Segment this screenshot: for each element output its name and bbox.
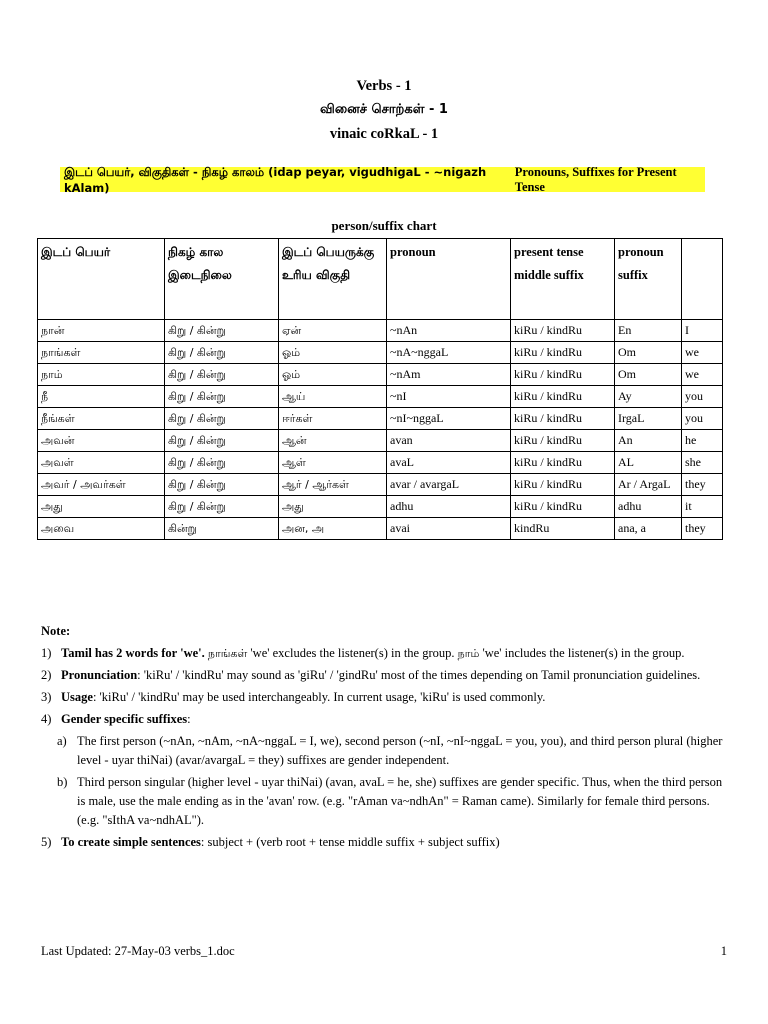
highlight-tamil-text: இடப் பெயர், விகுதிகள் - நிகழ் காலம் (idap peyar, vigudhigaL - ~nigazh kAlam): [64, 164, 487, 195]
table-cell: ஆர் / ஆர்கள்: [279, 474, 387, 496]
table-cell: avar / avargaL: [387, 474, 511, 496]
table-row: [38, 364, 723, 386]
header-english: [682, 239, 723, 320]
table-cell: அவர் / அவர்கள்: [38, 474, 165, 496]
header-pronoun-suffix: pronoun suffix: [615, 239, 682, 320]
note-text: 'we' excludes the listener(s) in the group.: [247, 646, 458, 660]
table-cell: we: [682, 364, 723, 386]
subitem-text: The first person (~nAn, ~nAm, ~nA~nggaL = I, we), second person (~nI, ~nI~nggaL = you, you), and third person plural (higher level - uyar thiNai) (avar/avargaL = they) suffixes are gender independent.: [77, 734, 723, 767]
note-4: [41, 710, 731, 729]
tamil-word-naangal: நாங்கள்: [207, 647, 248, 660]
table-cell: கிறு / கின்று: [165, 342, 279, 364]
table-row: [38, 408, 723, 430]
table-cell: avai: [387, 518, 511, 540]
table-row: [38, 430, 723, 452]
note-bold-text: Tamil has 2 words for 'we'.: [61, 646, 205, 660]
table-cell: avaL: [387, 452, 511, 474]
table-cell: Ay: [615, 386, 682, 408]
table-cell: avan: [387, 430, 511, 452]
table-cell: kiRu / kindRu: [511, 364, 615, 386]
table-cell: அவன்: [38, 430, 165, 452]
table-cell: kiRu / kindRu: [511, 320, 615, 342]
table-cell: நாம்: [38, 364, 165, 386]
note-number: 4): [41, 712, 52, 726]
table-cell: அவை: [38, 518, 165, 540]
header-udhiya-vigudhi: இடப் பெயருக்கு உரிய விகுதி: [279, 239, 387, 320]
table-cell: we: [682, 342, 723, 364]
title-transliteration: vinaic coRkaL - 1: [329, 126, 439, 142]
table-cell: அவள்: [38, 452, 165, 474]
table-cell: kiRu / kindRu: [511, 452, 615, 474]
note-2: [41, 666, 731, 685]
table-cell: ~nI: [387, 386, 511, 408]
note-1: [41, 644, 731, 663]
header-nigazh-kaala-idainilai: நிகழ் கால இடைநிலை: [165, 239, 279, 320]
page-number: 1: [720, 944, 727, 958]
note-text: :: [187, 712, 191, 726]
table-cell: கிறு / கின்று: [165, 364, 279, 386]
subitem-text: Third person singular (higher level - uyar thiNai) (avan, avaL = he, she) suffixes are gender specific. Thus, when the third person is male, use the male ending as in the 'avan' row. (e.g. "rAman va~ndhAn" = Raman came). Similarly for female third persons. (e.g. "sIthA va~ndhAL").: [77, 775, 723, 827]
table-cell: kiRu / kindRu: [511, 386, 615, 408]
header-present-tense-middle-suffix: present tense middle suffix: [511, 239, 615, 320]
subitem-letter: a): [57, 734, 67, 748]
table-cell: ~nA~nggaL: [387, 342, 511, 364]
table-cell: நாங்கள்: [38, 342, 165, 364]
table-cell: they: [682, 474, 723, 496]
notes-section: [41, 622, 731, 855]
note-text: : 'kiRu' / 'kindRu' may sound as 'giRu' / 'gindRu' most of the times depending on Tamil pronunciation guidelines.: [137, 668, 701, 682]
table-row: [38, 342, 723, 364]
header-pronoun: pronoun: [387, 239, 511, 320]
note-bold-text: Pronunciation: [61, 668, 138, 682]
notes-heading: Note:: [41, 624, 71, 638]
table-cell: அது: [279, 496, 387, 518]
table-cell: he: [682, 430, 723, 452]
table-cell: அது: [38, 496, 165, 518]
table-cell: adhu: [615, 496, 682, 518]
note-bold-text: To create simple sentences: [61, 835, 201, 849]
table-cell: கிறு / கின்று: [165, 408, 279, 430]
note-text: 'we' includes the listener(s) in the group.: [479, 646, 685, 660]
highlight-english-text: Pronouns, Suffixes for Present Tense: [514, 164, 677, 194]
table-cell: Om: [615, 342, 682, 364]
note-3: [41, 688, 731, 707]
chart-caption: person/suffix chart: [331, 218, 437, 233]
page-footer: [41, 944, 727, 959]
table-cell: IrgaL: [615, 408, 682, 430]
table-row: [38, 518, 723, 540]
table-cell: kiRu / kindRu: [511, 430, 615, 452]
title-english: Verbs - 1: [356, 78, 412, 94]
table-cell: kiRu / kindRu: [511, 474, 615, 496]
table-cell: kindRu: [511, 518, 615, 540]
subitem-letter: b): [57, 775, 68, 789]
table-cell: ஆள்: [279, 452, 387, 474]
table-cell: An: [615, 430, 682, 452]
table-cell: En: [615, 320, 682, 342]
table-cell: kiRu / kindRu: [511, 496, 615, 518]
table-cell: kiRu / kindRu: [511, 342, 615, 364]
table-cell: அன, அ: [279, 518, 387, 540]
table-cell: Ar / ArgaL: [615, 474, 682, 496]
table-cell: they: [682, 518, 723, 540]
table-cell: ஆய்: [279, 386, 387, 408]
note-number: 1): [41, 646, 52, 660]
table-cell: adhu: [387, 496, 511, 518]
title-block: [0, 74, 768, 146]
table-cell: நான்: [38, 320, 165, 342]
table-row: [38, 474, 723, 496]
table-cell: ஓம்: [279, 364, 387, 386]
note-text: : 'kiRu' / 'kindRu' may be used interchangeably. In current usage, 'kiRu' is used commonly.: [92, 690, 546, 704]
table-row: [38, 496, 723, 518]
table-cell: AL: [615, 452, 682, 474]
table-cell: கிறு / கின்று: [165, 386, 279, 408]
highlighted-heading: [60, 164, 705, 195]
table-cell: ~nAm: [387, 364, 511, 386]
table-body: [38, 320, 723, 540]
person-suffix-table: [37, 238, 723, 540]
table-cell: கிறு / கின்று: [165, 496, 279, 518]
table-cell: I: [682, 320, 723, 342]
table-cell: நீ: [38, 386, 165, 408]
table-cell: kiRu / kindRu: [511, 408, 615, 430]
tamil-word-naam: நாம்: [457, 647, 480, 660]
table-cell: ஆன்: [279, 430, 387, 452]
note-bold-text: Usage: [61, 690, 93, 704]
table-cell: கின்று: [165, 518, 279, 540]
last-updated-text: Last Updated: 27-May-03 verbs_1.doc: [41, 944, 235, 958]
note-number: 5): [41, 835, 52, 849]
table-row: [38, 320, 723, 342]
note-text: : subject + (verb root + tense middle suffix + subject suffix): [200, 835, 500, 849]
table-cell: ~nI~nggaL: [387, 408, 511, 430]
table-cell: she: [682, 452, 723, 474]
table-cell: கிறு / கின்று: [165, 320, 279, 342]
table-row: [38, 452, 723, 474]
table-cell: it: [682, 496, 723, 518]
table-cell: you: [682, 408, 723, 430]
table-cell: கிறு / கின்று: [165, 474, 279, 496]
table-cell: கிறு / கின்று: [165, 430, 279, 452]
header-idap-peyar: இடப் பெயர்: [38, 239, 165, 320]
table-cell: ana, a: [615, 518, 682, 540]
note-4a: [57, 732, 731, 770]
title-tamil: வினைச் சொற்கள் - 1: [320, 102, 448, 117]
table-cell: ஓம்: [279, 342, 387, 364]
table-cell: ~nAn: [387, 320, 511, 342]
note-number: 3): [41, 690, 52, 704]
table-cell: கிறு / கின்று: [165, 452, 279, 474]
note-4b: [57, 773, 731, 830]
table-header-row: [38, 239, 723, 320]
table-cell: Om: [615, 364, 682, 386]
table-cell: ஈர்கள்: [279, 408, 387, 430]
note-5: [41, 833, 731, 852]
note-bold-text: Gender specific suffixes: [61, 712, 188, 726]
table-cell: ஏன்: [279, 320, 387, 342]
table-cell: you: [682, 386, 723, 408]
table-cell: நீங்கள்: [38, 408, 165, 430]
table-row: [38, 386, 723, 408]
note-number: 2): [41, 668, 52, 682]
